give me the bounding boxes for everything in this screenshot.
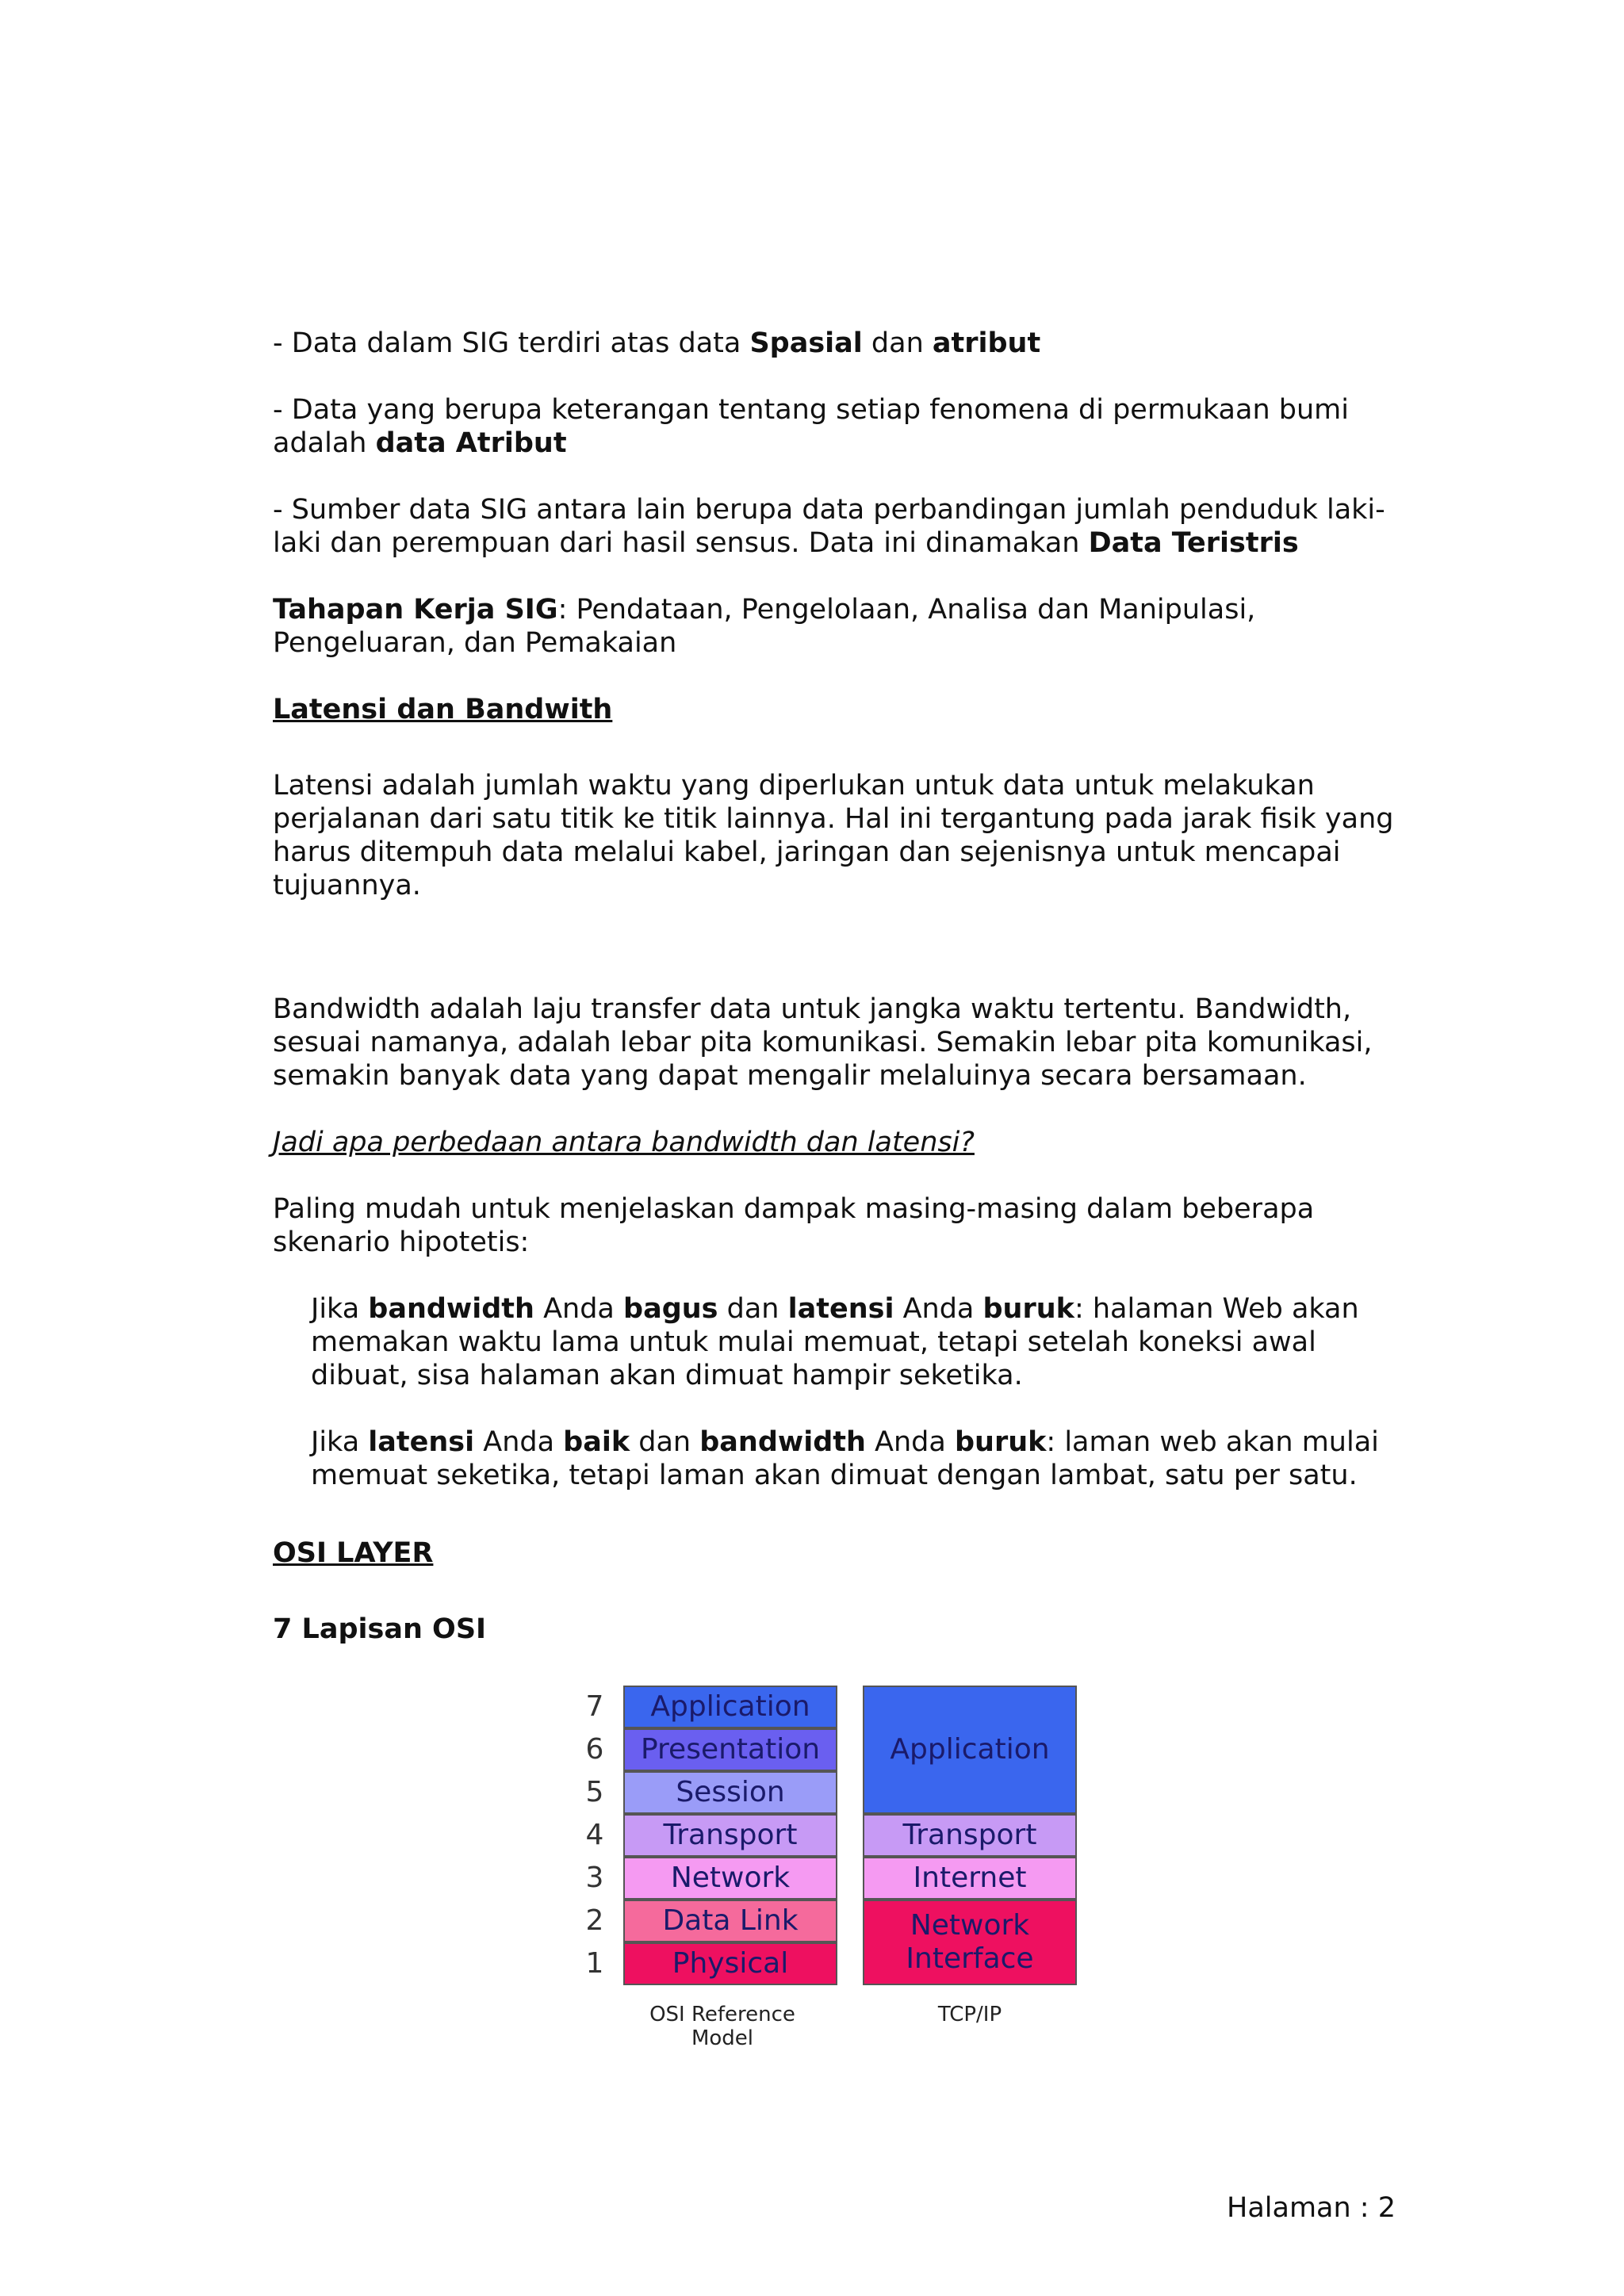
- bold-term: bagus: [623, 1293, 718, 1325]
- osi-caption: OSI Reference Model: [649, 2003, 795, 2050]
- text: Jika: [311, 1426, 369, 1458]
- layer-number-1: 1: [585, 1947, 604, 1980]
- text: dan: [862, 327, 933, 359]
- osi-tcpip-diagram: [579, 1686, 1086, 2050]
- bold-atribut: atribut: [932, 327, 1041, 359]
- layer-number-5: 5: [585, 1776, 604, 1808]
- osi-layer-physical: Physical: [623, 1942, 837, 1985]
- scenario-1: [273, 1292, 1407, 1392]
- osi-layer-network: Network: [623, 1857, 837, 1900]
- text: - Sumber data SIG antara lain berupa data perbandingan jumlah penduduk laki-laki dan perempuan dari hasil sensus. Data ini dinamakan: [273, 494, 1385, 559]
- tcpip-caption: TCP/IP: [937, 2003, 1002, 2026]
- bold-term: buruk: [954, 1426, 1047, 1458]
- text: - Data dalam SIG terdiri atas data: [273, 327, 750, 359]
- document-body: [273, 327, 1407, 1492]
- layer-number-4: 4: [585, 1819, 604, 1851]
- tcpip-layer-transport: Transport: [863, 1814, 1077, 1857]
- layer-number-7: 7: [585, 1690, 604, 1723]
- bold-data-atribut: data Atribut: [375, 427, 567, 459]
- bold-term: latensi: [368, 1426, 475, 1458]
- osi-layer-transport: Transport: [623, 1814, 837, 1857]
- text: Anda: [865, 1426, 955, 1458]
- heading-7-lapisan: 7 Lapisan OSI: [273, 1613, 487, 1645]
- bold-term: bandwidth: [368, 1293, 534, 1325]
- text: : halaman Web akan memakan waktu lama untuk mulai memuat, tetapi setelah koneksi awal dibuat, sisa halaman akan dimuat hampir seketika.: [311, 1293, 1359, 1391]
- scenario-2: [273, 1425, 1407, 1492]
- layer-number-6: 6: [585, 1733, 604, 1766]
- text: Anda: [894, 1293, 983, 1325]
- text: : laman web akan mulai memuat seketika, tetapi laman akan dimuat dengan lambat, satu per satu.: [311, 1426, 1379, 1491]
- question-perbedaan: Jadi apa perbedaan antara bandwidth dan latensi?: [273, 1127, 975, 1158]
- tcpip-layer-internet: Internet: [863, 1857, 1077, 1900]
- bold-term: baik: [563, 1426, 630, 1458]
- bold-term: bandwidth: [699, 1426, 866, 1458]
- layer-number-3: 3: [585, 1862, 604, 1894]
- text: dan: [718, 1293, 788, 1325]
- paragraph-sumber-data: [273, 493, 1407, 560]
- layer-number-2: 2: [585, 1904, 604, 1937]
- text: - Data yang berupa keterangan tentang setiap fenomena di permukaan bumi adalah: [273, 394, 1349, 459]
- osi-layer-presentation: Presentation: [623, 1728, 837, 1771]
- text: Jika: [311, 1293, 369, 1325]
- bold-term: latensi: [787, 1293, 894, 1325]
- page-number: Halaman : 2: [1227, 2192, 1396, 2224]
- paragraph-tahapan-kerja: [273, 593, 1407, 660]
- text: dan: [630, 1426, 700, 1458]
- heading-latensi-bandwith: Latensi dan Bandwith: [273, 694, 613, 725]
- text: Anda: [474, 1426, 564, 1458]
- osi-layer-data-link: Data Link: [623, 1900, 837, 1942]
- bold-term: buruk: [982, 1293, 1074, 1325]
- paragraph-latensi: Latensi adalah jumlah waktu yang diperlukan untuk data untuk melakukan perjalanan dari satu titik ke titik lainnya. Hal ini tergantung pada jarak fisik yang harus ditempuh data melalui kabel, jaringan dan sejenisnya untuk mencapai tujuannya.: [273, 770, 1394, 901]
- bold-tahapan-kerja: Tahapan Kerja SIG: [273, 594, 558, 626]
- text: : Pendataan, Pengelolaan, Analisa dan Manipulasi, Pengeluaran, dan Pemakaian: [273, 594, 1256, 659]
- tcpip-layer-network-interface: Network Interface: [863, 1900, 1077, 1985]
- heading-osi-layer: OSI LAYER: [273, 1537, 434, 1569]
- paragraph-intro-skenario: Paling mudah untuk menjelaskan dampak masing-masing dalam beberapa skenario hipotetis:: [273, 1193, 1315, 1258]
- paragraph-data-atribut: [273, 393, 1407, 460]
- osi-layer-application: Application: [623, 1686, 837, 1728]
- text: Anda: [534, 1293, 624, 1325]
- paragraph-bandwidth: Bandwidth adalah laju transfer data untuk jangka waktu tertentu. Bandwidth, sesuai namanya, adalah lebar pita komunikasi. Semakin lebar pita komunikasi, semakin banyak data yang dapat mengalir melaluinya secara bersamaan.: [273, 993, 1373, 1092]
- bold-data-teristris: Data Teristris: [1088, 527, 1299, 559]
- bold-spasial: Spasial: [749, 327, 863, 359]
- osi-layer-session: Session: [623, 1771, 837, 1814]
- tcpip-layer-application: Application: [863, 1686, 1077, 1814]
- paragraph-data-sig: [273, 327, 1407, 360]
